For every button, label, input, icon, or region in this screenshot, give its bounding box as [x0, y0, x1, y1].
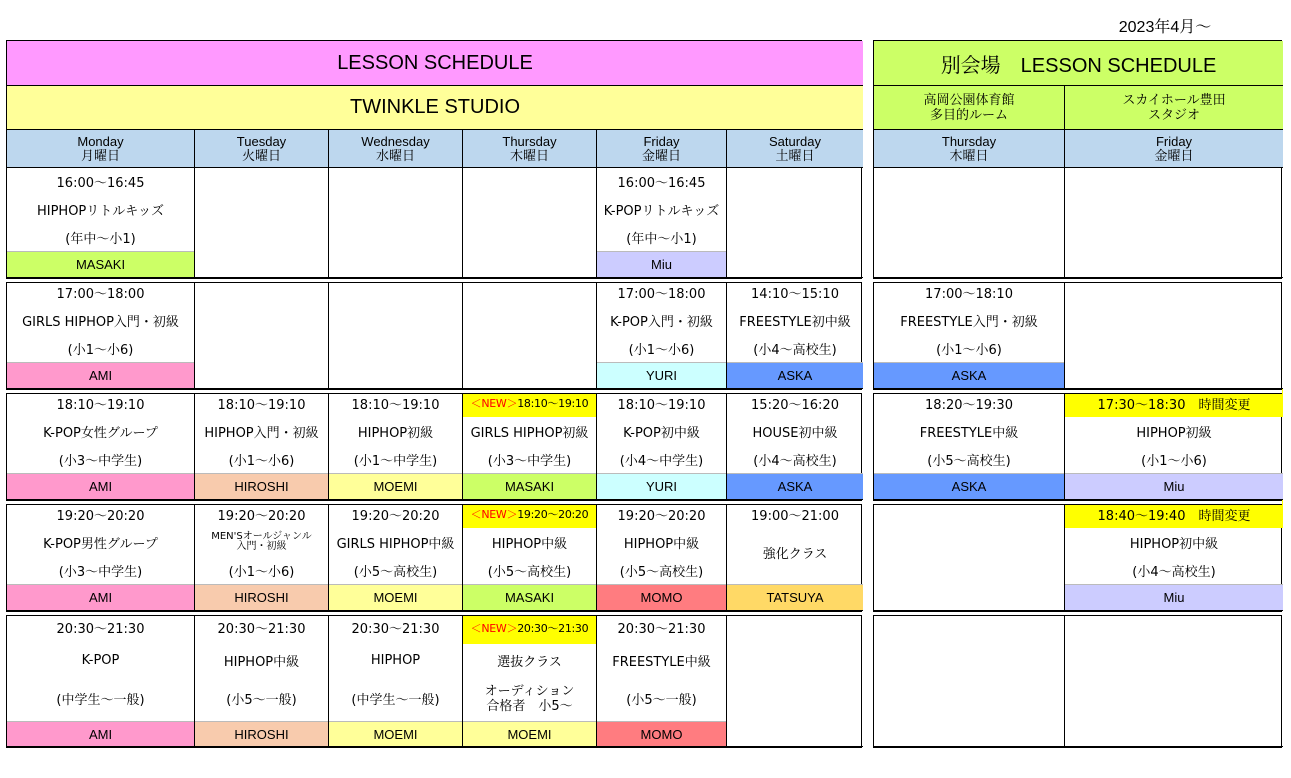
class-name-text: HIPHOP中級: [491, 536, 568, 552]
class-name-line1: MEN'Sオールジャンル: [211, 531, 312, 542]
row-separator: [6, 500, 862, 505]
day-header: [329, 130, 463, 168]
class-name-text: GIRLS HIPHOP入門・初級: [22, 314, 179, 330]
class-age: [195, 676, 328, 721]
row-separator: [873, 389, 1282, 394]
class-age-text: (小3～中学生): [58, 564, 143, 580]
studio-name: TWINKLE STUDIO: [7, 86, 863, 130]
class-name-text: HIPHOP中級: [623, 536, 700, 552]
class-name-text: HIPHOPリトルキッズ: [36, 204, 165, 220]
class-time-text: 17:30～18:30 時間変更: [1097, 397, 1251, 413]
class-name: [7, 196, 194, 224]
class-age-text: (小1～中学生): [353, 453, 438, 469]
instructor-label: HIROSHI: [195, 584, 328, 610]
instructor-label: ASKA: [727, 473, 863, 499]
class-time-text: 20:30～21:30: [217, 622, 306, 638]
class-time-text: 18:40～19:40 時間変更: [1097, 508, 1251, 524]
class-age: [1065, 445, 1283, 473]
class-time-text: 19:20～20:20: [617, 508, 706, 524]
class-age-text: (小5～一般): [626, 693, 697, 709]
class-name-text: HIPHOP入門・初級: [204, 425, 319, 441]
class-age: [727, 445, 863, 473]
instructor-label: ASKA: [727, 362, 863, 388]
row-separator: [6, 611, 862, 616]
day-english: Thursday: [941, 133, 997, 149]
instructor-label: MOEMI: [329, 721, 462, 746]
instructor-label: ASKA: [874, 362, 1064, 388]
instructor-label: AMI: [7, 584, 194, 610]
class-name: [597, 306, 726, 334]
class-cell: [1065, 389, 1283, 500]
class-age: [7, 676, 194, 721]
class-time-text: 20:30～21:30: [351, 622, 440, 638]
class-age-text: (小4～高校生): [753, 342, 837, 358]
class-age-text: (小1～小6): [228, 453, 295, 469]
day-japanese: 火曜日: [241, 147, 281, 163]
row-separator: [873, 500, 1282, 505]
side-schedule-table: [873, 40, 1282, 748]
class-name: [463, 417, 596, 445]
empty-cell: [727, 168, 863, 278]
class-cell: [597, 611, 727, 747]
class-cell: [329, 611, 463, 747]
instructor-label: AMI: [7, 721, 194, 746]
empty-cell: [329, 168, 463, 278]
class-name-text: HIPHOP初級: [1136, 425, 1212, 441]
class-name: [727, 528, 863, 577]
class-time-text: 20:30～21:30: [517, 621, 589, 635]
class-age-text: (小5～高校生): [927, 453, 1011, 469]
class-age: [7, 224, 194, 252]
class-name: [463, 644, 596, 676]
class-age-text: (小1～小6): [628, 342, 695, 358]
empty-cell: [1065, 611, 1283, 747]
class-name: [597, 644, 726, 676]
instructor-label: AMI: [7, 473, 194, 499]
class-name-text: K-POP男性グループ: [43, 536, 158, 552]
class-cell: [329, 389, 463, 500]
class-age-text: (小5～一般): [226, 693, 297, 709]
class-age-text: (小4～高校生): [753, 453, 837, 469]
class-name: [874, 306, 1064, 334]
venue-name: 高岡公園体育館: [923, 92, 1015, 108]
class-name-text: FREESTYLE入門・初級: [900, 314, 1038, 330]
class-time-text: 18:10～19:10: [351, 397, 440, 413]
instructor-label: MOMO: [597, 584, 726, 610]
class-age: [874, 445, 1064, 473]
class-time-text: 17:00～18:00: [56, 286, 145, 302]
day-japanese: 木曜日: [949, 147, 989, 163]
day-japanese: 土曜日: [775, 147, 815, 163]
class-name-text: K-POPリトルキッズ: [603, 204, 720, 220]
class-name: [195, 417, 328, 445]
day-header: [1065, 130, 1283, 168]
class-time-text: 19:00～21:00: [751, 508, 839, 524]
class-cell: [597, 168, 727, 278]
class-age-text: (中学生～一般): [351, 693, 440, 709]
class-time-text: 19:20～20:20: [56, 508, 145, 524]
class-time-text: 20:30～21:30: [617, 622, 706, 638]
eligibility-line1: オーディション: [484, 683, 575, 699]
class-age: [1065, 556, 1283, 584]
class-time-text: 18:10～19:10: [617, 397, 706, 413]
instructor-label: Miu: [597, 251, 726, 277]
empty-cell: [874, 168, 1065, 278]
class-name-text: K-POP入門・初級: [610, 314, 713, 330]
day-english: Saturday: [768, 133, 822, 149]
class-age-text: (年中～小1): [65, 231, 136, 247]
class-age: [597, 224, 726, 252]
day-japanese: 金曜日: [1154, 147, 1194, 163]
empty-cell: [874, 500, 1065, 611]
main-title: LESSON SCHEDULE: [7, 41, 863, 86]
class-age: [597, 556, 726, 584]
new-badge: ＜NEW＞: [470, 621, 518, 635]
class-name-text: FREESTYLE初中級: [739, 314, 851, 330]
class-cell: [7, 389, 195, 500]
class-age-text: (小5～高校生): [619, 564, 704, 580]
class-age: [329, 445, 462, 473]
class-time-text: 18:10～19:10: [517, 397, 589, 410]
class-cell: [727, 500, 863, 611]
class-age: [329, 556, 462, 584]
class-name-text: HIPHOP: [370, 652, 421, 668]
class-cell: [7, 500, 195, 611]
class-cell: [727, 389, 863, 500]
class-name: [1065, 417, 1283, 445]
class-age-text: (小4～中学生): [619, 453, 704, 469]
class-age-text: (中学生～一般): [56, 693, 145, 709]
class-name-line2: 入門・初級: [236, 541, 287, 552]
main-schedule-table: [6, 40, 862, 748]
instructor-label: HIROSHI: [195, 721, 328, 746]
eligibility-line2: 合格者 小5～: [486, 698, 573, 714]
class-name: [1065, 528, 1283, 556]
class-cell: [463, 389, 597, 500]
class-age-text: (小1～小6): [228, 564, 295, 580]
class-age-text: (小3～中学生): [487, 453, 572, 469]
class-cell: [7, 278, 195, 389]
class-time: [7, 168, 194, 196]
class-age-text: (小1～小6): [67, 342, 134, 358]
instructor-label: ASKA: [874, 473, 1064, 499]
class-cell: [597, 389, 727, 500]
day-japanese: 金曜日: [641, 147, 681, 163]
class-cell: [7, 611, 195, 747]
class-age: [195, 556, 328, 584]
instructor-label: Miu: [1065, 584, 1283, 610]
instructor-label: YURI: [597, 473, 726, 499]
class-time-text: 18:10～19:10: [217, 397, 306, 413]
spacer: [727, 577, 863, 584]
class-age-text: (年中～小1): [626, 231, 697, 247]
day-english: Wednesday: [361, 133, 430, 149]
empty-cell: [195, 278, 329, 389]
instructor-label: MASAKI: [463, 473, 596, 499]
day-header: [463, 130, 597, 168]
class-name-text: FREESTYLE中級: [612, 654, 711, 670]
class-time-text: 19:20～20:20: [517, 508, 589, 521]
class-age-text: (小5～高校生): [487, 564, 572, 580]
class-age-text: (小4～高校生): [1132, 564, 1216, 580]
class-name: [7, 644, 194, 676]
class-age-text: (小3～中学生): [58, 453, 143, 469]
class-time-text: 16:00～16:45: [56, 176, 145, 192]
date-label: 2023年4月～: [1118, 19, 1212, 36]
day-english: Thursday: [502, 133, 557, 149]
new-badge: ＜NEW＞: [470, 508, 518, 521]
instructor-label: HIROSHI: [195, 473, 328, 499]
empty-cell: [195, 168, 329, 278]
day-japanese: 月曜日: [80, 147, 120, 163]
side-title: 別会場 LESSON SCHEDULE: [874, 41, 1283, 86]
class-age-text: (小1～小6): [936, 342, 1002, 358]
instructor-label: MASAKI: [7, 251, 194, 277]
class-name: [329, 644, 462, 676]
venue-header: [1065, 86, 1283, 130]
class-name: [597, 417, 726, 445]
class-time-text: 16:00～16:45: [617, 176, 706, 192]
class-age: [874, 334, 1064, 362]
class-cell: [463, 611, 597, 747]
class-age: [7, 556, 194, 584]
class-time-text: 17:00～18:10: [925, 286, 1013, 302]
instructor-label: MOEMI: [329, 473, 462, 499]
instructor-label: AMI: [7, 362, 194, 388]
class-time-text: 18:10～19:10: [56, 397, 145, 413]
class-time-text: 14:10～15:10: [751, 286, 839, 302]
class-name-text: 強化クラス: [762, 547, 828, 562]
class-name: [597, 528, 726, 556]
class-cell: [7, 168, 195, 278]
class-age: [727, 334, 863, 362]
venue-room: スタジオ: [1147, 107, 1200, 123]
class-time: [597, 168, 726, 196]
day-japanese: 水曜日: [375, 147, 415, 163]
class-age: [463, 556, 596, 584]
class-cell: [195, 500, 329, 611]
class-name: [195, 528, 328, 556]
class-name: [727, 306, 863, 334]
empty-cell: [727, 611, 863, 747]
class-cell: [195, 611, 329, 747]
instructor-label: MOEMI: [329, 584, 462, 610]
day-english: Tuesday: [236, 133, 287, 149]
class-age: [7, 334, 194, 362]
day-header: [7, 130, 195, 168]
day-english: Monday: [77, 133, 124, 149]
day-header: [727, 130, 863, 168]
class-eligibility: [463, 676, 596, 721]
class-name: [874, 417, 1064, 445]
class-cell: [727, 278, 863, 389]
class-cell: [463, 500, 597, 611]
empty-cell: [1065, 278, 1283, 389]
venue-name: スカイホール豊田: [1122, 92, 1226, 108]
row-separator: [873, 278, 1282, 283]
class-time-text: 19:20～20:20: [351, 508, 440, 524]
class-name: [195, 644, 328, 676]
instructor-label: TATSUYA: [727, 584, 863, 610]
empty-cell: [874, 611, 1065, 747]
class-cell: [1065, 500, 1283, 611]
venue-room: 多目的ルーム: [929, 107, 1008, 123]
class-name-text: GIRLS HIPHOP中級: [336, 536, 455, 552]
instructor-label: Miu: [1065, 473, 1283, 499]
day-english: Friday: [1155, 133, 1193, 149]
class-age: [195, 445, 328, 473]
class-name: [7, 528, 194, 556]
class-time-text: 18:20～19:30: [925, 397, 1013, 413]
class-name-text: GIRLS HIPHOP初級: [470, 425, 589, 441]
instructor-label: MOMO: [597, 721, 726, 746]
class-time-text: 17:00～18:00: [617, 286, 706, 302]
class-name: [463, 528, 596, 556]
class-age: [463, 445, 596, 473]
class-age: [597, 676, 726, 721]
class-age: [329, 676, 462, 721]
class-name-text: HIPHOP初級: [357, 425, 434, 441]
row-separator: [6, 278, 862, 283]
class-name-text: FREESTYLE中級: [919, 425, 1019, 441]
class-time-text: 19:20～20:20: [217, 508, 306, 524]
class-age-text: (小5～高校生): [353, 564, 438, 580]
day-header: [874, 130, 1065, 168]
class-cell: [874, 389, 1065, 500]
day-header: [195, 130, 329, 168]
class-name-text: K-POP初中級: [623, 425, 700, 441]
instructor-label: MASAKI: [463, 584, 596, 610]
instructor-label: MOEMI: [463, 721, 596, 746]
class-age: [597, 334, 726, 362]
empty-cell: [463, 168, 597, 278]
empty-cell: [1065, 168, 1283, 278]
new-badge: ＜NEW＞: [470, 397, 518, 410]
class-name: [7, 306, 194, 334]
instructor-label: YURI: [597, 362, 726, 388]
class-age-text: (小1～小6): [1141, 453, 1207, 469]
class-name: [597, 196, 726, 224]
class-name-text: 選抜クラス: [497, 654, 562, 670]
row-separator: [6, 389, 862, 394]
class-name-text: HOUSE初中級: [752, 425, 838, 441]
class-name: [329, 528, 462, 556]
empty-cell: [463, 278, 597, 389]
class-cell: [329, 500, 463, 611]
class-name-text: K-POP女性グループ: [43, 425, 158, 441]
class-name: [329, 417, 462, 445]
class-cell: [597, 278, 727, 389]
class-cell: [874, 278, 1065, 389]
class-name: [7, 417, 194, 445]
class-name-text: HIPHOP初中級: [1129, 536, 1219, 552]
day-header: [597, 130, 727, 168]
class-time-text: 20:30～21:30: [56, 622, 145, 638]
venue-header: [874, 86, 1065, 130]
class-time-text: 15:20～16:20: [751, 397, 839, 413]
day-japanese: 木曜日: [509, 147, 549, 163]
class-cell: [195, 389, 329, 500]
row-separator: [873, 611, 1282, 616]
class-name-text: K-POP: [81, 652, 120, 668]
day-english: Friday: [643, 133, 680, 149]
class-name-text: HIPHOP中級: [223, 654, 300, 670]
class-name: [727, 417, 863, 445]
class-cell: [597, 500, 727, 611]
class-age: [7, 445, 194, 473]
class-age: [597, 445, 726, 473]
empty-cell: [329, 278, 463, 389]
